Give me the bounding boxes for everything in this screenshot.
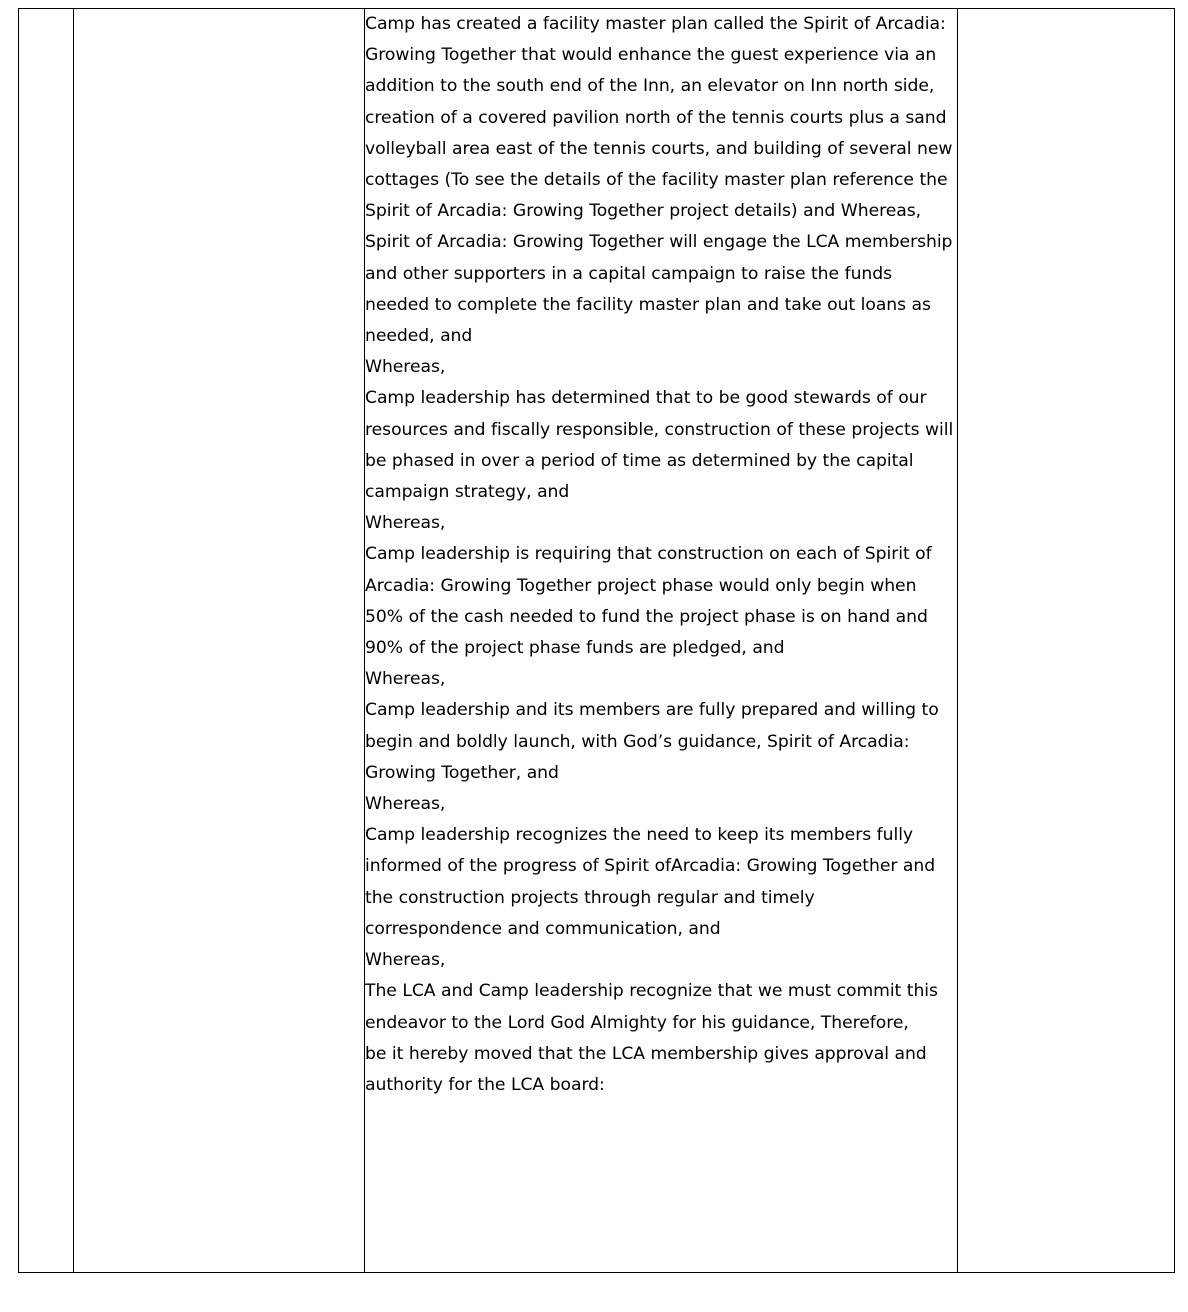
paragraph-10: Camp leadership recognizes the need to keep its members fully informed of the progress of Spirit ofArcadia: Growing Together and the construction projects through regular and timely correspondence and communication, and xyxy=(365,825,936,939)
table-cell-topic xyxy=(74,9,365,1273)
paragraph-2: Spirit of Arcadia: Growing Together will engage the LCA membership and other supporters in a capital campaign to raise the funds needed to complete the facility master plan and take out loans as needed, and xyxy=(365,232,953,347)
paragraph-9: Whereas, xyxy=(365,794,446,815)
paragraph-3: Whereas, xyxy=(365,357,446,378)
paragraph-1: Camp has created a facility master plan called the Spirit of Arcadia: Growing Together that would enhance the guest experience via an addition to the south end of the Inn, an elevator on Inn north side, creation of a covered pavilion north of the tennis courts plus a sand volleyball area east of the tennis courts, and building of several new cottages (To see the details of the facility master plan reference the Spirit of Arcadia: Growing Together project details) and Whereas, xyxy=(365,14,953,222)
table-cell-notes xyxy=(958,9,1175,1273)
paragraph-13: be it hereby moved that the LCA membership gives approval and authority for the LCA board: xyxy=(365,1043,927,1095)
paragraph-6: Camp leadership is requiring that construction on each of Spirit of Arcadia: Growing Together project phase would only begin when 50% of the cash needed to fund the project phase is on hand and 90% of the project phase funds are pledged, and xyxy=(365,544,932,659)
table-cell-number xyxy=(19,9,74,1273)
paragraph-8: Camp leadership and its members are fully prepared and willing to begin and boldly launch, with God’s guidance, Spirit of Arcadia: Growing Together, and xyxy=(365,700,939,783)
table-row xyxy=(19,9,1175,1273)
table-cell-body xyxy=(365,9,958,1273)
paragraph-12: The LCA and Camp leadership recognize that we must commit this endeavor to the Lord God Almighty for his guidance, Therefore, xyxy=(365,981,938,1033)
paragraph-4: Camp leadership has determined that to be good stewards of our resources and fiscally responsible, construction of these projects will be phased in over a period of time as determined by the capital campaign strategy, and xyxy=(365,388,954,503)
document-table xyxy=(18,8,1175,1273)
paragraph-7: Whereas, xyxy=(365,669,446,690)
paragraph-11: Whereas, xyxy=(365,950,446,971)
paragraph-5: Whereas, xyxy=(365,513,446,534)
